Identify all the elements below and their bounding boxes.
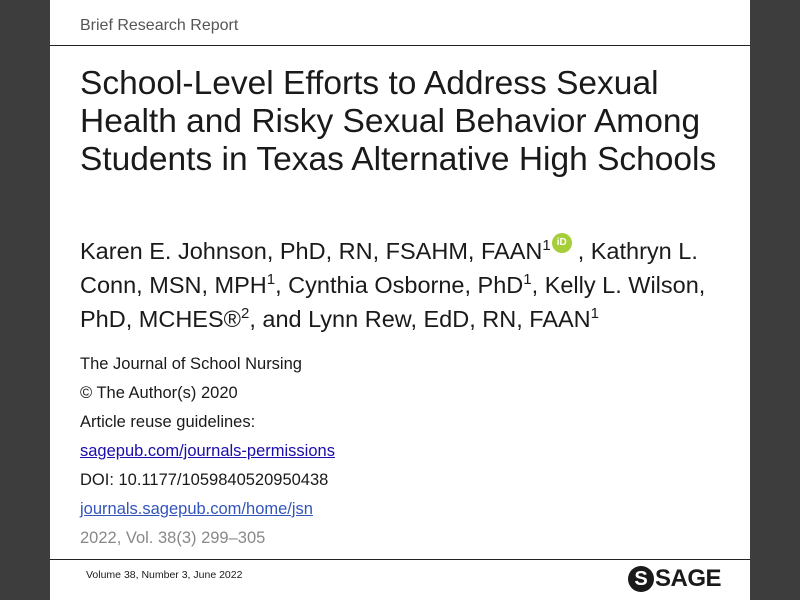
author-name: Karen E. Johnson, PhD, RN, FSAHM, FAAN xyxy=(80,238,543,264)
author-name: Cynthia Osborne, PhD xyxy=(288,272,524,298)
sage-logo-icon: S xyxy=(628,566,654,592)
author-separator: , xyxy=(531,272,545,298)
author-separator: , xyxy=(275,272,289,298)
author-name: Kathryn L. Conn, MSN, MPH xyxy=(80,238,698,298)
reuse-label: Article reuse guidelines: xyxy=(80,413,256,431)
volume-info: 2022, Vol. 38(3) 299–305 xyxy=(80,529,266,547)
sage-logo xyxy=(628,563,721,595)
author-separator: , xyxy=(577,238,591,264)
author-separator: , and xyxy=(249,306,309,332)
author-affiliation: 2 xyxy=(240,305,250,322)
report-type-label: Brief Research Report xyxy=(80,17,239,34)
doi-text: DOI: 10.1177/1059840520950438 xyxy=(80,471,329,489)
article-title: School-Level Efforts to Address Sexual Health and Risky Sexual Behavior Among Students in Texas Alternative High Schools xyxy=(80,65,717,178)
volume-footer: Volume 38, Number 3, June 2022 xyxy=(86,569,243,581)
author-affiliation: 1 xyxy=(266,271,276,288)
orcid-icon[interactable]: iD xyxy=(552,233,572,253)
journal-name: The Journal of School Nursing xyxy=(80,355,302,373)
header-divider xyxy=(50,45,750,46)
author-affiliation: 1 xyxy=(542,237,551,254)
reuse-guidelines-link[interactable]: sagepub.com/journals-permissions xyxy=(80,442,335,460)
author-affiliation: 1 xyxy=(523,271,532,288)
copyright-notice: © The Author(s) 2020 xyxy=(80,384,238,402)
sage-logo-text: SAGE xyxy=(655,565,722,592)
footer-divider xyxy=(50,559,750,560)
author-name: Kelly L. Wilson, PhD, MCHES® xyxy=(80,272,706,332)
article-metadata xyxy=(80,350,335,553)
journal-home-link[interactable]: journals.sagepub.com/home/jsn xyxy=(80,500,313,518)
author-affiliation: 1 xyxy=(590,305,599,322)
article-page xyxy=(50,0,750,600)
author-list xyxy=(80,233,740,336)
author-name: Lynn Rew, EdD, RN, FAAN xyxy=(308,306,591,332)
